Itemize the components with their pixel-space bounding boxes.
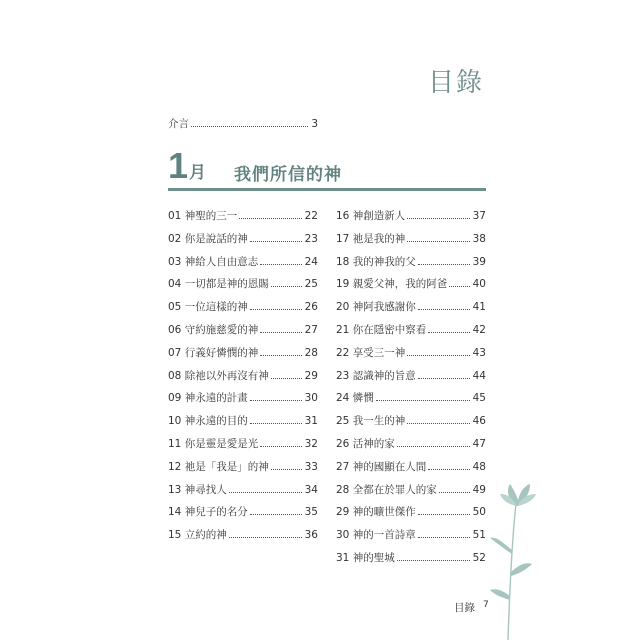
toc-entry-label: 06 守約施慈愛的神 <box>168 323 259 336</box>
dot-leader <box>407 241 470 242</box>
dot-leader <box>229 537 302 538</box>
dot-leader <box>428 332 470 333</box>
toc-entry[interactable] <box>336 504 486 527</box>
chapter-number: 1 <box>168 145 189 186</box>
toc-entry-label: 22 享受三一神 <box>336 346 406 359</box>
chapter-unit: 月 <box>189 163 207 183</box>
dot-leader <box>407 218 470 219</box>
dot-leader <box>260 264 302 265</box>
toc-entry[interactable] <box>336 231 486 254</box>
toc-entry[interactable] <box>336 550 486 573</box>
toc-entry-page: 40 <box>472 278 486 291</box>
page-title: 目錄 <box>427 68 484 98</box>
toc-column-left <box>168 208 318 550</box>
dot-leader <box>407 423 470 424</box>
toc-entry-label: 08 除祂以外再沒有神 <box>168 369 269 382</box>
toc-entry-page: 51 <box>472 529 486 542</box>
dot-leader <box>191 126 308 127</box>
toc-entry-label: 16 神創造新人 <box>336 210 406 222</box>
toc-entry[interactable] <box>336 254 486 277</box>
toc-entry-label: 14 神兒子的名分 <box>168 506 248 519</box>
toc-entry-page: 46 <box>472 415 486 428</box>
toc-entry[interactable] <box>168 413 318 436</box>
dot-leader <box>250 514 302 515</box>
chapter-title: 我們所信的神 <box>234 165 342 185</box>
toc-entry[interactable] <box>336 459 486 482</box>
dot-leader <box>428 469 470 470</box>
toc-entry-page: 45 <box>472 392 486 405</box>
dot-leader <box>271 378 302 379</box>
dot-leader <box>239 218 302 219</box>
dot-leader <box>397 560 470 561</box>
toc-entry[interactable] <box>336 413 486 436</box>
toc-entry-label: 23 認識神的旨意 <box>336 369 416 382</box>
toc-entry[interactable] <box>168 459 318 482</box>
toc-entry-page: 41 <box>472 301 486 314</box>
toc-entry[interactable] <box>336 322 486 345</box>
toc-entry-label: 10 神永遠的目的 <box>168 415 248 428</box>
toc-entry-label: 01 神聖的三一 <box>168 210 238 222</box>
toc-entry[interactable] <box>168 368 318 391</box>
toc-entry-label: 15 立約的神 <box>168 529 227 542</box>
toc-entry-label: 18 我的神我的父 <box>336 255 416 268</box>
toc-entry-page: 44 <box>472 369 486 382</box>
toc-entry-page: 43 <box>472 346 486 359</box>
toc-entry-label: 30 神的一首詩章 <box>336 529 416 542</box>
toc-entry[interactable] <box>168 504 318 527</box>
toc-entry-page: 36 <box>304 529 318 542</box>
dot-leader <box>250 241 302 242</box>
toc-entry-intro[interactable] <box>168 116 318 131</box>
toc-entry-page: 30 <box>304 392 318 405</box>
toc-entry-page: 33 <box>304 460 318 473</box>
toc-entry-page: 49 <box>472 483 486 496</box>
dot-leader <box>250 423 302 424</box>
dot-leader <box>397 446 470 447</box>
toc-entry[interactable] <box>168 436 318 459</box>
toc-entry-page: 28 <box>304 346 318 359</box>
toc-entry-label: 29 神的曠世傑作 <box>336 506 416 519</box>
page-number: 7 <box>483 600 489 610</box>
toc-entry[interactable] <box>168 390 318 413</box>
toc-entry[interactable] <box>336 276 486 299</box>
carnation-flower-icon <box>478 480 538 640</box>
toc-entry[interactable] <box>336 527 486 550</box>
dot-leader <box>260 446 302 447</box>
toc-entry[interactable] <box>168 322 318 345</box>
toc-entry[interactable] <box>168 482 318 505</box>
toc-entry-page: 27 <box>304 323 318 336</box>
toc-entry-page: 24 <box>304 255 318 268</box>
toc-entry-label: 02 你是說話的神 <box>168 232 248 245</box>
toc-entry[interactable] <box>168 299 318 322</box>
toc-entry-page: 52 <box>472 551 486 564</box>
toc-entry[interactable] <box>336 436 486 459</box>
toc-entry-page: 23 <box>304 232 318 245</box>
toc-entry[interactable] <box>336 390 486 413</box>
toc-entry-label: 介言 <box>168 118 189 130</box>
toc-entry[interactable] <box>168 231 318 254</box>
toc-entry-page: 38 <box>472 232 486 245</box>
toc-entry-page: 29 <box>304 369 318 382</box>
chapter-rule <box>168 188 486 191</box>
toc-entry-page: 50 <box>472 506 486 519</box>
toc-entry-label: 26 活神的家 <box>336 437 395 450</box>
toc-entry[interactable] <box>336 482 486 505</box>
toc-entry[interactable] <box>336 368 486 391</box>
toc-entry-page: 26 <box>304 301 318 314</box>
dot-leader <box>271 469 302 470</box>
toc-entry-page: 32 <box>304 437 318 450</box>
toc-entry-page: 22 <box>304 210 318 222</box>
page-footer <box>454 600 489 615</box>
toc-entry[interactable] <box>168 345 318 368</box>
toc-entry[interactable] <box>168 208 318 231</box>
dot-leader <box>439 492 470 493</box>
toc-entry-label: 19 親愛父神，我的阿爸 <box>336 278 448 291</box>
toc-entry[interactable] <box>336 208 486 231</box>
dot-leader <box>260 332 302 333</box>
dot-leader <box>250 400 302 401</box>
dot-leader <box>260 355 302 356</box>
toc-entry-label: 05 一位這樣的神 <box>168 301 248 314</box>
toc-entry-label: 21 你在隱密中察看 <box>336 323 427 336</box>
toc-entry-page: 25 <box>304 278 318 291</box>
toc-entry[interactable] <box>336 299 486 322</box>
toc-entry-label: 11 你是靈是愛是光 <box>168 437 259 450</box>
toc-entry[interactable] <box>168 276 318 299</box>
toc-entry-page: 31 <box>304 415 318 428</box>
toc-column-right <box>336 208 486 573</box>
dot-leader <box>271 286 302 287</box>
toc-entry-label: 31 神的聖城 <box>336 551 395 564</box>
toc-entry-page: 3 <box>311 118 318 130</box>
chapter-heading <box>168 146 486 190</box>
toc-entry[interactable] <box>168 527 318 550</box>
toc-entry-label: 20 神阿我感謝你 <box>336 301 416 314</box>
toc-entry-label: 03 神給人自由意志 <box>168 255 259 268</box>
toc-entry-page: 48 <box>472 460 486 473</box>
toc-entry[interactable] <box>168 254 318 277</box>
toc-entry[interactable] <box>336 345 486 368</box>
toc-entry-label: 25 我一生的神 <box>336 415 406 428</box>
toc-entry-page: 34 <box>304 483 318 496</box>
dot-leader <box>418 309 470 310</box>
dot-leader <box>407 355 470 356</box>
toc-entry-label: 28 全都在於罪人的家 <box>336 483 437 496</box>
toc-entry-page: 37 <box>472 210 486 222</box>
toc-entry-page: 39 <box>472 255 486 268</box>
toc-entry-label: 13 神尋找人 <box>168 483 227 496</box>
toc-entry-page: 35 <box>304 506 318 519</box>
dot-leader <box>449 286 470 287</box>
toc-entry-label: 07 行義好憐憫的神 <box>168 346 259 359</box>
dot-leader <box>229 492 302 493</box>
toc-entry-label: 17 祂是我的神 <box>336 232 406 245</box>
toc-entry-label: 12 祂是「我是」的神 <box>168 460 269 473</box>
toc-entry-label: 24 憐憫 <box>336 392 374 405</box>
dot-leader <box>418 378 470 379</box>
toc-entry-label: 27 神的國顯在人間 <box>336 460 427 473</box>
chapter-month <box>168 146 206 186</box>
dot-leader <box>376 400 470 401</box>
toc-entry-label: 09 神永遠的計畫 <box>168 392 248 405</box>
footer-label: 目錄 <box>454 602 475 614</box>
dot-leader <box>418 537 470 538</box>
dot-leader <box>250 309 302 310</box>
toc-entry-label: 04 一切都是神的恩賜 <box>168 278 269 291</box>
toc-entry-page: 42 <box>472 323 486 336</box>
toc-entry-page: 47 <box>472 437 486 450</box>
dot-leader <box>418 514 470 515</box>
dot-leader <box>418 264 470 265</box>
